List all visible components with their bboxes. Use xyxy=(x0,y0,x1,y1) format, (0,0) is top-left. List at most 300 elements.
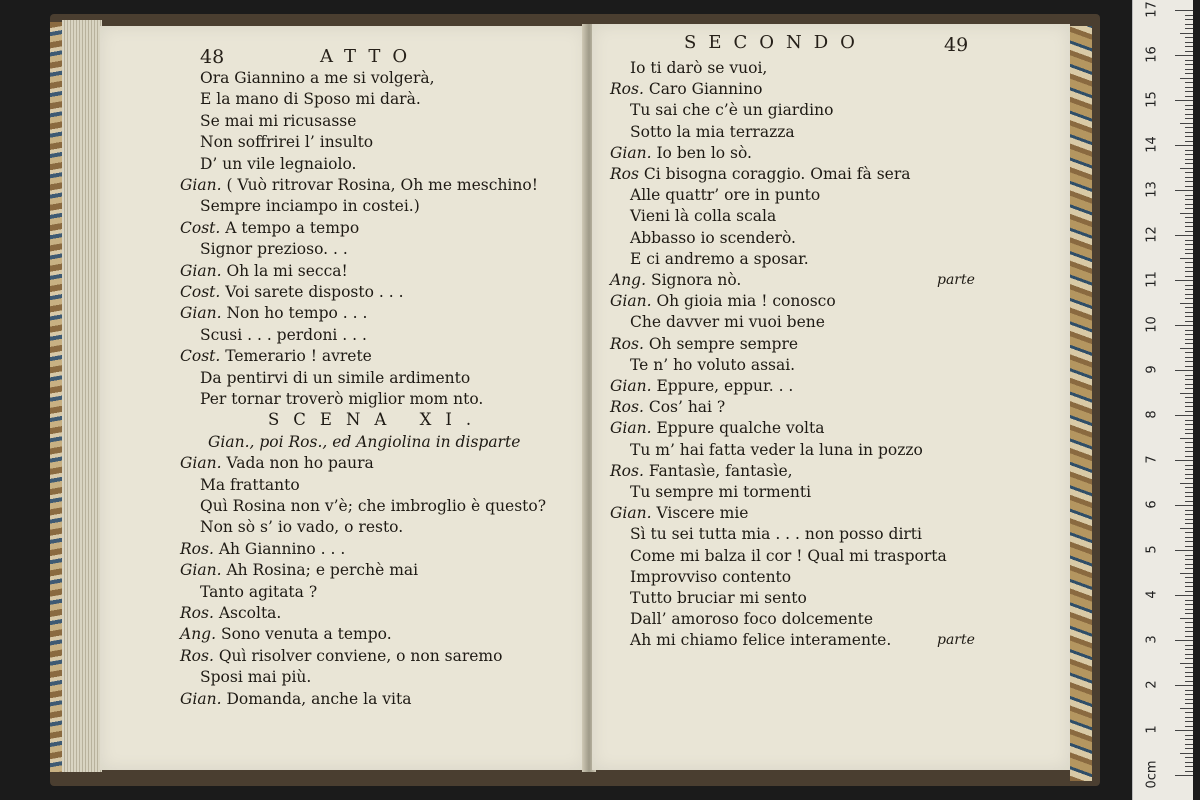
ruler-tick xyxy=(1180,123,1193,124)
text-line xyxy=(180,282,404,302)
line-text: Ora Giannino a me si volgerà, xyxy=(200,69,435,87)
line-text: Scusi . . . perdoni . . . xyxy=(200,325,367,344)
ruler-tick xyxy=(1175,730,1193,731)
line-text: Oh sempre sempre xyxy=(648,334,799,353)
text-line xyxy=(630,249,809,269)
ruler-tick xyxy=(1180,303,1193,304)
ruler-tick xyxy=(1185,244,1193,245)
ruler-tick xyxy=(1185,15,1193,16)
line-text: Domanda, anche la vita xyxy=(226,689,412,708)
ruler-number: 1 xyxy=(1144,725,1160,734)
ruler-tick xyxy=(1175,190,1193,191)
text-line xyxy=(630,122,795,142)
running-head-left: ATTO xyxy=(320,46,420,67)
line-text: Eppure qualche volta xyxy=(656,419,825,438)
line-text: Sono venuta a tempo. xyxy=(220,625,392,644)
ruler-tick xyxy=(1185,249,1193,250)
ruler-tick xyxy=(1185,240,1193,241)
line-text: Ah Rosina; e perchè mai xyxy=(226,561,419,580)
text-line xyxy=(630,355,795,375)
ruler-tick xyxy=(1180,213,1193,214)
ruler-tick xyxy=(1185,388,1193,389)
ruler-tick xyxy=(1185,181,1193,182)
text-line xyxy=(610,291,836,311)
line-text: Sotto la mia terrazza xyxy=(630,122,795,141)
text-line xyxy=(610,461,793,481)
ruler-number: 13 xyxy=(1144,181,1160,198)
text-line xyxy=(200,517,403,537)
line-text: Sposi mai più. xyxy=(200,668,312,687)
text-line xyxy=(610,143,752,163)
speaker-name: Gian. xyxy=(180,176,222,194)
ruler-tick xyxy=(1185,60,1193,61)
ruler-tick xyxy=(1180,78,1193,79)
line-text: Quì Rosina non v’è; che imbroglio è questo? xyxy=(200,497,547,515)
ruler-tick xyxy=(1185,24,1193,25)
line-text: Tu sai che c’è un giardino xyxy=(630,101,834,120)
text-line xyxy=(200,389,483,409)
ruler-tick xyxy=(1185,496,1193,497)
ruler-tick xyxy=(1185,766,1193,767)
ruler-tick xyxy=(1185,726,1193,727)
ruler-tick xyxy=(1185,492,1193,493)
text-line xyxy=(200,68,435,88)
ruler-tick xyxy=(1185,339,1193,340)
ruler-tick xyxy=(1185,154,1193,155)
ruler-tick xyxy=(1185,105,1193,106)
ruler-number: 3 xyxy=(1144,635,1160,644)
ruler-tick xyxy=(1185,406,1193,407)
ruler-tick xyxy=(1185,294,1193,295)
line-text: Alle quattr’ ore in punto xyxy=(630,186,821,205)
text-line xyxy=(200,368,470,388)
line-text: Quì risolver conviene, o non saremo xyxy=(218,646,503,665)
speaker-name: Cost. xyxy=(180,347,221,366)
page-number-right: 49 xyxy=(944,34,969,56)
text-line xyxy=(630,588,807,608)
text-line xyxy=(610,418,824,438)
ruler-tick xyxy=(1175,775,1193,776)
text-line xyxy=(180,539,345,559)
ruler-tick xyxy=(1185,546,1193,547)
line-text: Ah Giannino . . . xyxy=(218,539,346,558)
ruler-tick xyxy=(1185,568,1193,569)
speaker-name: Gian. xyxy=(180,689,222,708)
ruler-tick xyxy=(1185,654,1193,655)
text-line xyxy=(610,164,910,184)
text-line xyxy=(268,410,485,430)
ruler-tick xyxy=(1185,429,1193,430)
ruler-number: 10 xyxy=(1144,316,1160,333)
ruler-tick xyxy=(1185,141,1193,142)
ruler-tick xyxy=(1185,559,1193,560)
ruler-tick xyxy=(1185,636,1193,637)
ruler-tick xyxy=(1185,208,1193,209)
text-line xyxy=(630,546,947,566)
ruler-tick xyxy=(1185,735,1193,736)
text-line xyxy=(180,560,418,580)
ruler-tick xyxy=(1185,456,1193,457)
line-text: Signor prezioso. . . xyxy=(200,240,348,259)
speaker-name: Gian. xyxy=(180,561,222,580)
ruler-tick xyxy=(1185,411,1193,412)
ruler-tick xyxy=(1185,582,1193,583)
ruler-tick xyxy=(1175,415,1193,416)
line-text: E la mano di Sposo mi darà. xyxy=(200,90,421,109)
ruler-tick xyxy=(1185,289,1193,290)
ruler-tick xyxy=(1185,114,1193,115)
text-line xyxy=(200,325,367,345)
ruler-tick xyxy=(1185,375,1193,376)
ruler-tick xyxy=(1185,762,1193,763)
ruler-tick xyxy=(1185,604,1193,605)
ruler-tick xyxy=(1185,690,1193,691)
ruler-tick xyxy=(1185,64,1193,65)
ruler-tick xyxy=(1185,591,1193,592)
ruler-number: 4 xyxy=(1144,590,1160,599)
ruler-tick xyxy=(1185,645,1193,646)
ruler-tick xyxy=(1185,420,1193,421)
text-line xyxy=(200,496,546,516)
ruler-tick xyxy=(1175,10,1193,11)
line-text: Tu sempre mi tormenti xyxy=(630,483,812,501)
line-text: Improvviso contento xyxy=(630,567,792,586)
line-text: Voi sarete disposto . . . xyxy=(225,283,404,301)
ruler-tick xyxy=(1185,672,1193,673)
ruler-tick xyxy=(1185,451,1193,452)
ruler-tick xyxy=(1185,717,1193,718)
text-line xyxy=(180,646,502,666)
ruler-number: 8 xyxy=(1144,410,1160,419)
ruler-tick xyxy=(1185,118,1193,119)
speaker-name: Gian. xyxy=(180,304,222,323)
ruler-tick xyxy=(1185,330,1193,331)
speaker-name: Ros. xyxy=(610,334,644,353)
ruler-tick xyxy=(1185,667,1193,668)
ruler-number: 6 xyxy=(1144,500,1160,509)
ruler-tick xyxy=(1185,487,1193,488)
text-line xyxy=(180,261,348,281)
ruler-tick xyxy=(1185,204,1193,205)
ruler-tick xyxy=(1185,186,1193,187)
ruler-tick xyxy=(1185,586,1193,587)
line-text: Che davver mi vuoi bene xyxy=(630,313,825,332)
ruler-tick xyxy=(1180,573,1193,574)
ruler-tick xyxy=(1185,226,1193,227)
text-line xyxy=(630,185,820,205)
line-text: SCENA XI. xyxy=(268,410,486,430)
text-line xyxy=(180,603,281,623)
ruler-tick xyxy=(1180,483,1193,484)
line-text: Cos’ hai ? xyxy=(648,398,726,417)
text-line xyxy=(630,100,833,120)
ruler-tick xyxy=(1180,618,1193,619)
ruler-tick xyxy=(1185,676,1193,677)
text-line xyxy=(610,503,748,523)
line-text: Fantasìe, fantasìe, xyxy=(648,461,793,480)
line-text: Sì tu sei tutta mia . . . non posso dirti xyxy=(630,525,922,544)
text-line xyxy=(200,132,373,152)
ruler-tick xyxy=(1185,271,1193,272)
speaker-name: Ang. xyxy=(180,625,217,644)
line-text: Caro Giannino xyxy=(648,80,763,99)
ruler-tick xyxy=(1185,703,1193,704)
ruler-tick xyxy=(1185,159,1193,160)
line-text: Da pentirvi di un simile ardimento xyxy=(200,368,471,387)
text-line xyxy=(630,482,811,502)
ruler-tick xyxy=(1185,132,1193,133)
line-text: Ma frattanto xyxy=(200,475,300,494)
ruler-tick xyxy=(1185,91,1193,92)
speaker-name: Gian. xyxy=(610,419,652,438)
ruler-tick xyxy=(1185,73,1193,74)
ruler-tick xyxy=(1175,640,1193,641)
text-line xyxy=(630,630,891,650)
text-line xyxy=(208,432,520,452)
text-line xyxy=(610,334,798,354)
ruler-tick xyxy=(1180,348,1193,349)
line-text: ( Vuò ritrovar Rosina, Oh me meschino! xyxy=(226,176,538,194)
ruler-tick xyxy=(1175,235,1193,236)
line-text: Non soffrirei l’ insulto xyxy=(200,133,374,152)
text-line xyxy=(180,346,372,366)
measuring-ruler xyxy=(1132,0,1193,800)
marbled-edge-right xyxy=(1070,26,1092,781)
ruler-tick xyxy=(1185,469,1193,470)
ruler-tick xyxy=(1185,519,1193,520)
text-line xyxy=(200,475,300,495)
ruler-tick xyxy=(1185,217,1193,218)
text-line xyxy=(200,154,356,174)
ruler-tick xyxy=(1185,82,1193,83)
ruler-tick xyxy=(1185,276,1193,277)
text-line xyxy=(180,175,538,195)
ruler-tick xyxy=(1185,523,1193,524)
text-line xyxy=(610,79,762,99)
ruler-tick xyxy=(1185,195,1193,196)
ruler-tick xyxy=(1185,69,1193,70)
text-line xyxy=(610,376,793,396)
ruler-tick xyxy=(1185,127,1193,128)
ruler-tick xyxy=(1185,307,1193,308)
text-line xyxy=(200,239,348,259)
text-line xyxy=(610,397,725,417)
ruler-tick xyxy=(1185,681,1193,682)
ruler-tick xyxy=(1185,744,1193,745)
line-text: Se mai mi ricusasse xyxy=(200,111,357,130)
ruler-tick xyxy=(1180,753,1193,754)
ruler-number: 11 xyxy=(1144,271,1160,288)
text-line xyxy=(630,312,825,332)
left-page xyxy=(100,26,586,770)
line-text: Vieni là colla scala xyxy=(630,207,777,226)
ruler-tick xyxy=(1185,474,1193,475)
ruler-tick xyxy=(1180,438,1193,439)
ruler-number: 5 xyxy=(1144,545,1160,554)
ruler-tick xyxy=(1185,109,1193,110)
line-text: E ci andremo a sposar. xyxy=(630,249,809,268)
ruler-tick xyxy=(1185,136,1193,137)
ruler-tick xyxy=(1185,361,1193,362)
ruler-tick xyxy=(1185,172,1193,173)
ruler-tick xyxy=(1185,253,1193,254)
ruler-tick xyxy=(1185,384,1193,385)
ruler-tick xyxy=(1185,312,1193,313)
text-line xyxy=(630,58,767,78)
ruler-tick xyxy=(1180,528,1193,529)
ruler-tick xyxy=(1185,321,1193,322)
text-line xyxy=(630,609,873,629)
ruler-tick xyxy=(1175,685,1193,686)
speaker-name: Ang. xyxy=(610,271,647,289)
ruler-tick xyxy=(1185,231,1193,232)
ruler-tick xyxy=(1180,168,1193,169)
ruler-number: 2 xyxy=(1144,680,1160,689)
text-line xyxy=(630,228,796,248)
line-text: Ascolta. xyxy=(218,604,282,622)
line-text: Gian., poi Ros., ed Angiolina in disparte xyxy=(208,432,521,451)
text-line xyxy=(180,453,374,473)
ruler-tick xyxy=(1185,721,1193,722)
ruler-number: 7 xyxy=(1144,455,1160,464)
ruler-tick xyxy=(1185,577,1193,578)
line-text: D’ un vile legnaiolo. xyxy=(200,154,357,173)
ruler-tick xyxy=(1185,343,1193,344)
ruler-tick xyxy=(1185,739,1193,740)
text-line xyxy=(200,196,420,216)
ruler-tick xyxy=(1185,262,1193,263)
ruler-tick xyxy=(1185,366,1193,367)
running-head-right: SECONDO xyxy=(684,32,867,53)
ruler-tick xyxy=(1185,537,1193,538)
line-text: Tanto agitata ? xyxy=(200,582,318,601)
line-text: Vada non ho paura xyxy=(226,454,374,473)
ruler-tick xyxy=(1185,442,1193,443)
ruler-tick xyxy=(1185,748,1193,749)
line-text: Ah mi chiamo felice interamente. xyxy=(630,631,892,650)
ruler-tick xyxy=(1185,42,1193,43)
ruler-tick xyxy=(1185,51,1193,52)
ruler-tick xyxy=(1185,609,1193,610)
ruler-tick xyxy=(1175,325,1193,326)
ruler-number: 15 xyxy=(1144,91,1160,108)
ruler-tick xyxy=(1175,460,1193,461)
ruler-tick xyxy=(1185,694,1193,695)
ruler-tick xyxy=(1185,555,1193,556)
speaker-name: Cost. xyxy=(180,218,221,237)
ruler-tick xyxy=(1185,316,1193,317)
line-text: Temerario ! avrete xyxy=(225,347,372,366)
line-text: Eppure, eppur. . . xyxy=(656,377,794,395)
ruler-tick xyxy=(1185,613,1193,614)
speaker-name: Ros. xyxy=(610,461,644,480)
ruler-tick xyxy=(1185,87,1193,88)
line-text: Te n’ ho voluto assai. xyxy=(630,355,796,374)
ruler-tick xyxy=(1185,465,1193,466)
ruler-tick xyxy=(1185,631,1193,632)
ruler-number: 17 xyxy=(1144,1,1160,18)
line-text: Io ben lo sò. xyxy=(656,143,752,162)
line-text: Non ho tempo . . . xyxy=(226,304,368,323)
text-line xyxy=(630,206,776,226)
ruler-tick xyxy=(1180,708,1193,709)
ruler-tick xyxy=(1185,163,1193,164)
ruler-tick xyxy=(1185,285,1193,286)
line-text: Non sò s’ io vado, o resto. xyxy=(200,518,404,537)
ruler-tick xyxy=(1175,145,1193,146)
line-text: A tempo a tempo xyxy=(225,218,360,237)
ruler-tick xyxy=(1185,28,1193,29)
ruler-tick xyxy=(1185,447,1193,448)
ruler-tick xyxy=(1175,370,1193,371)
ruler-tick xyxy=(1185,222,1193,223)
ruler-tick xyxy=(1175,550,1193,551)
ruler-tick xyxy=(1185,771,1193,772)
text-line xyxy=(200,111,356,131)
ruler-tick xyxy=(1185,37,1193,38)
ruler-tick xyxy=(1175,505,1193,506)
ruler-tick xyxy=(1185,627,1193,628)
line-text: Ci bisogna coraggio. Omai fà sera xyxy=(643,165,911,183)
text-line xyxy=(630,567,791,587)
text-line xyxy=(200,667,311,687)
stage-direction-parte: parte xyxy=(937,272,975,288)
speaker-name: Gian. xyxy=(180,454,222,473)
ruler-tick xyxy=(1185,96,1193,97)
speaker-name: Cost. xyxy=(180,283,221,301)
ruler-tick xyxy=(1185,19,1193,20)
text-line xyxy=(180,689,411,709)
speaker-name: Ros. xyxy=(610,398,644,417)
text-line xyxy=(200,89,421,109)
line-text: Come mi balza il cor ! Qual mi trasporta xyxy=(630,546,947,565)
text-line xyxy=(180,624,392,644)
ruler-number: 9 xyxy=(1144,365,1160,374)
ruler-tick xyxy=(1180,663,1193,664)
ruler-tick xyxy=(1185,514,1193,515)
ruler-tick xyxy=(1175,55,1193,56)
ruler-tick xyxy=(1185,532,1193,533)
ruler-tick xyxy=(1185,352,1193,353)
ruler-tick xyxy=(1175,100,1193,101)
speaker-name: Gian. xyxy=(610,143,652,162)
ruler-tick xyxy=(1185,622,1193,623)
speaker-name: Ros. xyxy=(180,604,214,622)
speaker-name: Gian. xyxy=(610,377,652,395)
line-text: Per tornar troverò miglior mom nto. xyxy=(200,390,484,408)
ruler-tick xyxy=(1175,595,1193,596)
ruler-tick xyxy=(1185,757,1193,758)
right-page xyxy=(592,24,1070,770)
ruler-tick xyxy=(1185,699,1193,700)
ruler-tick xyxy=(1185,267,1193,268)
ruler-tick xyxy=(1185,424,1193,425)
speaker-name: Ros. xyxy=(180,539,214,558)
ruler-tick xyxy=(1180,393,1193,394)
ruler-tick xyxy=(1185,150,1193,151)
text-line xyxy=(200,582,317,602)
ruler-tick xyxy=(1185,564,1193,565)
ruler-tick xyxy=(1185,712,1193,713)
ruler-tick xyxy=(1185,649,1193,650)
line-text: Signora nò. xyxy=(650,271,742,289)
text-line xyxy=(180,218,359,238)
ruler-tick xyxy=(1185,600,1193,601)
line-text: Io ti darò se vuoi, xyxy=(630,59,768,77)
stage-direction-parte: parte xyxy=(937,632,975,649)
line-text: Oh la mi secca! xyxy=(226,261,348,280)
text-line xyxy=(610,270,741,290)
